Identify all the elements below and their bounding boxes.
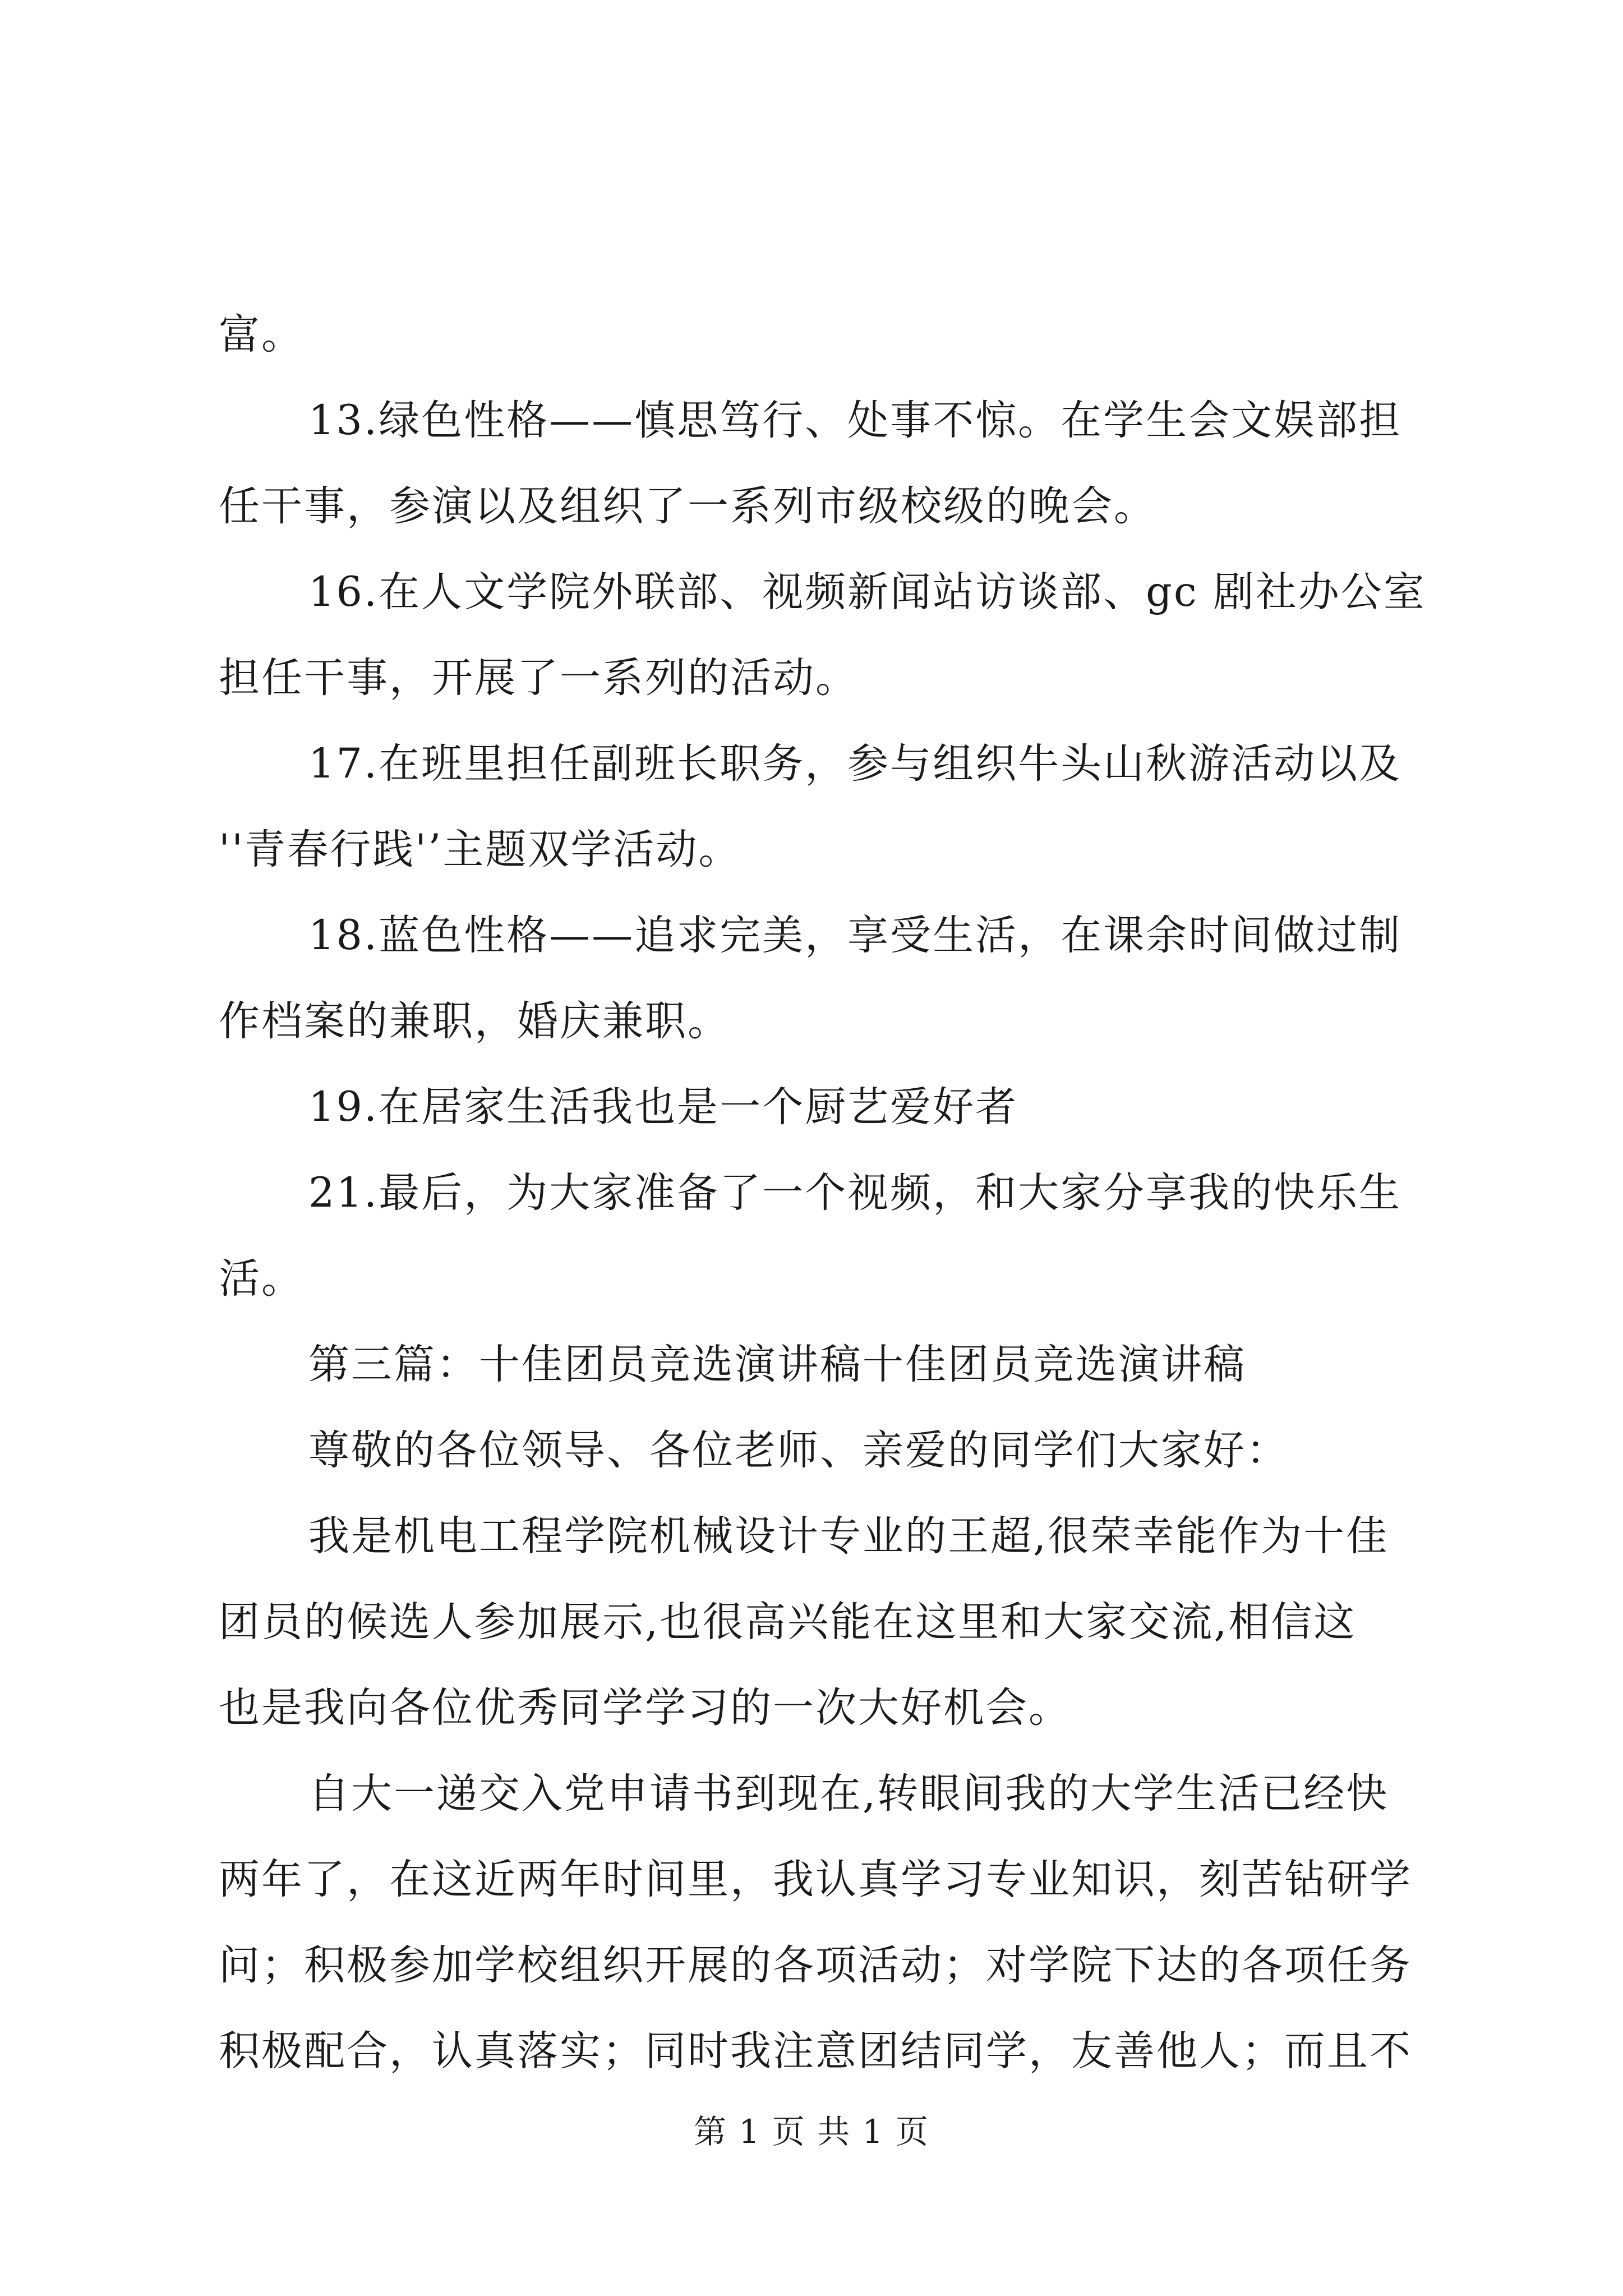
text-line: 13.绿色性格——慎思笃行、处事不惊。在学生会文娱部担 — [308, 397, 1402, 444]
text-line: 作档案的兼职，婚庆兼职。 — [219, 997, 730, 1045]
text-line: 自大一递交入党申请书到现在,转眼间我的大学生活已经快 — [308, 1770, 1389, 1818]
text-line: 担任干事，开展了一系列的活动。 — [219, 654, 858, 702]
document-body — [219, 292, 1436, 2094]
text-line: ''青春行践'’主题双学活动。 — [219, 826, 741, 873]
text-line: 任干事，参演以及组织了一系列市级校级的晚会。 — [219, 482, 1156, 530]
text-line: 也是我向各位优秀同学学习的一次大好机会。 — [219, 1684, 1071, 1732]
text-line: 第三篇：十佳团员竞选演讲稿十佳团员竞选演讲稿 — [308, 1341, 1246, 1388]
text-line: 富。 — [219, 311, 304, 358]
text-line: 问；积极参加学校组织开展的各项活动；对学院下达的各项任务 — [219, 1941, 1412, 1989]
text-line: 21.最后，为大家准备了一个视频，和大家分享我的快乐生 — [308, 1169, 1402, 1217]
text-line: 团员的候选人参加展示,也很高兴能在这里和大家交流,相信这 — [219, 1598, 1357, 1646]
text-line: 积极配合，认真落实；同时我注意团结同学，友善他人；而且不 — [219, 2027, 1412, 2075]
text-line: 活。 — [219, 1255, 304, 1303]
text-line: 19.在居家生活我也是一个厨艺爱好者 — [308, 1083, 1018, 1131]
text-line: 两年了，在这近两年时间里，我认真学习专业知识，刻苦钻研学 — [219, 1856, 1412, 1903]
text-line: 17.在班里担任副班长职务，参与组织牛头山秋游活动以及 — [308, 740, 1402, 788]
text-line: 18.蓝色性格——追求完美，享受生活，在课余时间做过制 — [308, 912, 1402, 959]
text-line: 尊敬的各位领导、各位老师、亲爱的同学们大家好： — [308, 1427, 1289, 1474]
text-line: 16.在人文学院外联部、视频新闻站访谈部、gc 剧社办公室 — [308, 568, 1426, 616]
text-line: 我是机电工程学院机械设计专业的王超,很荣幸能作为十佳 — [308, 1512, 1389, 1560]
page-footer: 第 1 页 共 1 页 — [694, 2113, 929, 2151]
